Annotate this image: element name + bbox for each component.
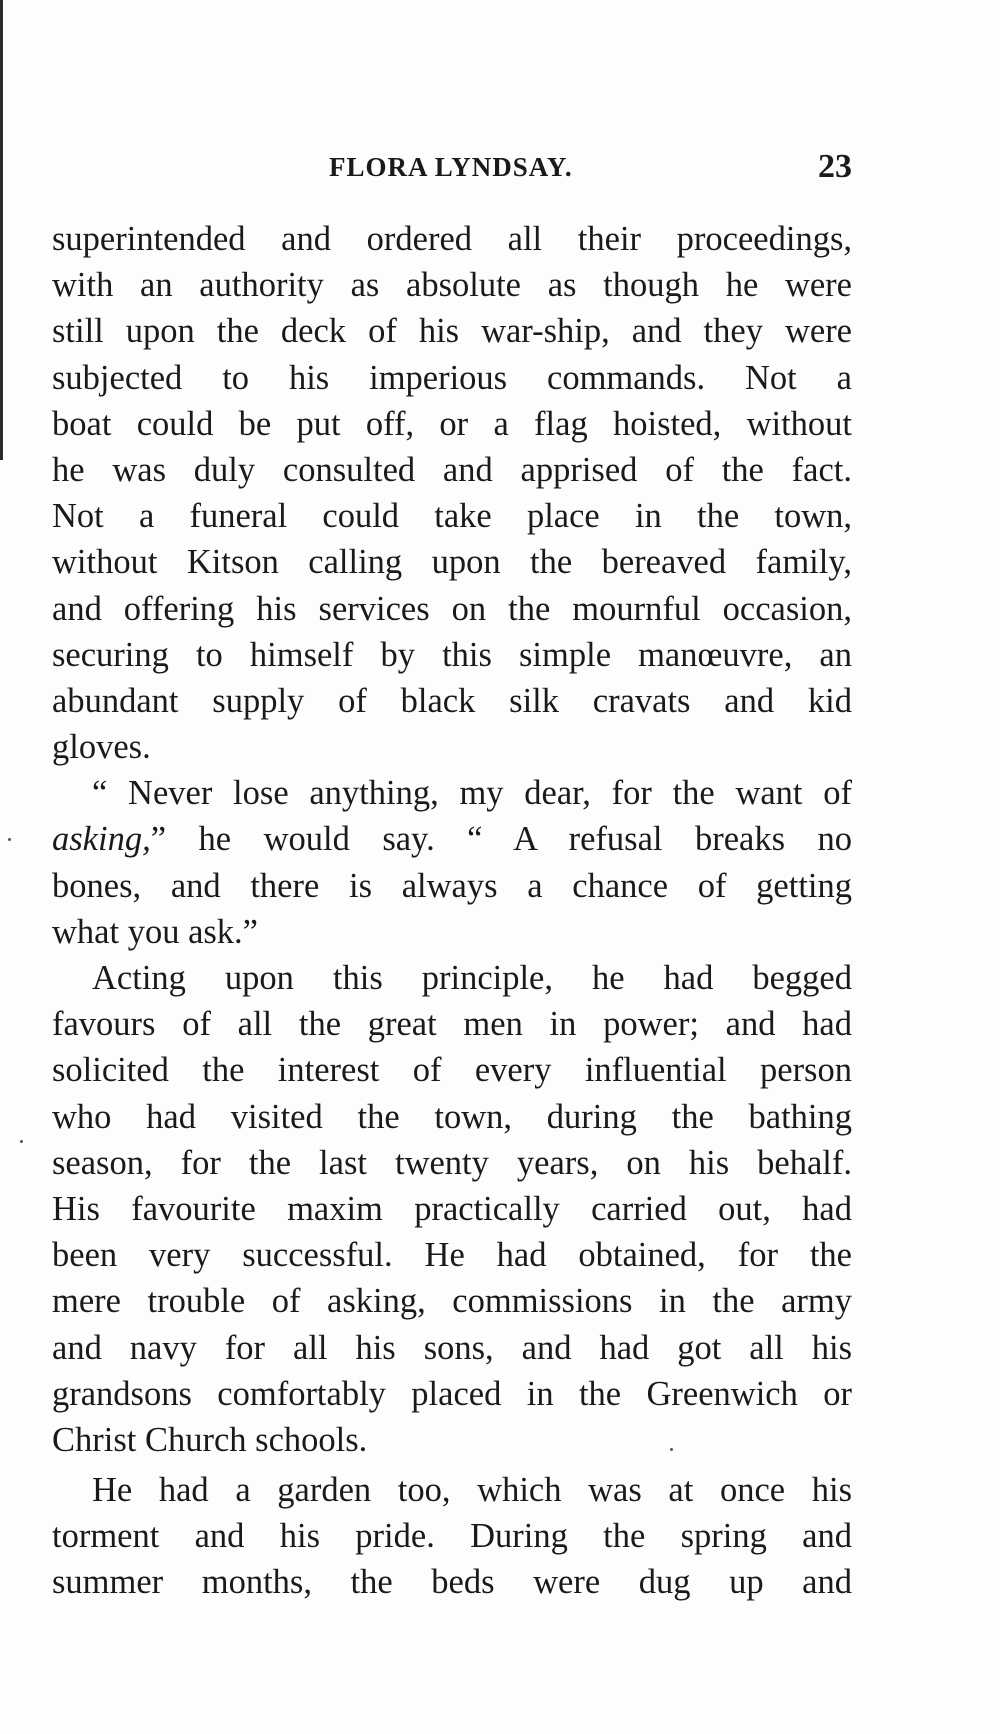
running-title: FLORA LYNDSAY.	[329, 152, 573, 182]
line-text: what you ask.”	[52, 912, 258, 951]
text-line: solicited the interest of every influential person	[52, 1051, 852, 1090]
paper-speck	[8, 838, 11, 841]
text-line: He had a garden too, which was at once his	[92, 1471, 852, 1510]
line-text: ” he would say. “ A refusal breaks no	[150, 820, 852, 859]
text-line: who had visited the town, during the bathing	[52, 1097, 852, 1136]
text-line	[52, 770, 852, 816]
text-line: season, for the last twenty years, on his behalf.	[52, 1143, 852, 1182]
text-line: Christ Church schools.	[52, 1420, 368, 1459]
text-line	[52, 863, 852, 909]
page-edge-shadow	[0, 0, 3, 460]
text-line: and offering his services on the mournful occasion,	[52, 589, 852, 628]
text-line: favours of all the great men in power; and had	[52, 1005, 852, 1044]
text-line: and navy for all his sons, and had got all his	[52, 1328, 852, 1367]
paragraph-2	[52, 770, 852, 955]
text-line: summer months, the beds were dug up and	[52, 1563, 852, 1602]
text-line: Not a funeral could take place in the town,	[52, 497, 852, 536]
text-line: he was duly consulted and apprised of the fact.	[52, 450, 852, 489]
paragraph-3	[52, 955, 852, 1463]
paragraph-1	[52, 216, 852, 770]
paper-speck	[20, 1140, 23, 1143]
text-line: been very successful. He had obtained, for the	[52, 1236, 852, 1275]
text-line: torment and his pride. During the spring and	[52, 1517, 852, 1556]
text-line: superintended and ordered all their proceedings,	[52, 220, 852, 258]
text-line	[52, 816, 852, 862]
text-line: boat could be put off, or a flag hoisted, without	[52, 404, 852, 443]
paper-speck	[670, 1448, 673, 1451]
text-line: Acting upon this principle, he had begged	[92, 959, 852, 997]
text-line: subjected to his imperious commands. Not a	[52, 358, 852, 397]
body-text	[52, 216, 852, 1606]
page-number: 23	[818, 148, 852, 185]
text-line: without Kitson calling upon the bereaved family,	[52, 543, 852, 582]
text-line: with an authority as absolute as though he were	[52, 266, 852, 305]
text-line: abundant supply of black silk cravats and kid	[52, 681, 852, 720]
italic-word: asking,	[52, 820, 151, 859]
line-text: “ Never lose anything, my dear, for the want of	[92, 774, 852, 813]
text-line	[52, 909, 852, 955]
text-line: securing to himself by this simple manœuvre, an	[52, 635, 852, 674]
text-line: gloves.	[52, 728, 151, 767]
text-line: mere trouble of asking, commissions in the army	[52, 1282, 852, 1321]
text-line: His favourite maxim practically carried out, had	[52, 1189, 852, 1228]
line-text: bones, and there is always a chance of getting	[52, 866, 852, 905]
running-head	[52, 148, 852, 188]
paragraph-4	[52, 1467, 852, 1606]
text-line: still upon the deck of his war-ship, and they were	[52, 312, 852, 351]
text-line: grandsons comfortably placed in the Greenwich or	[52, 1374, 852, 1413]
